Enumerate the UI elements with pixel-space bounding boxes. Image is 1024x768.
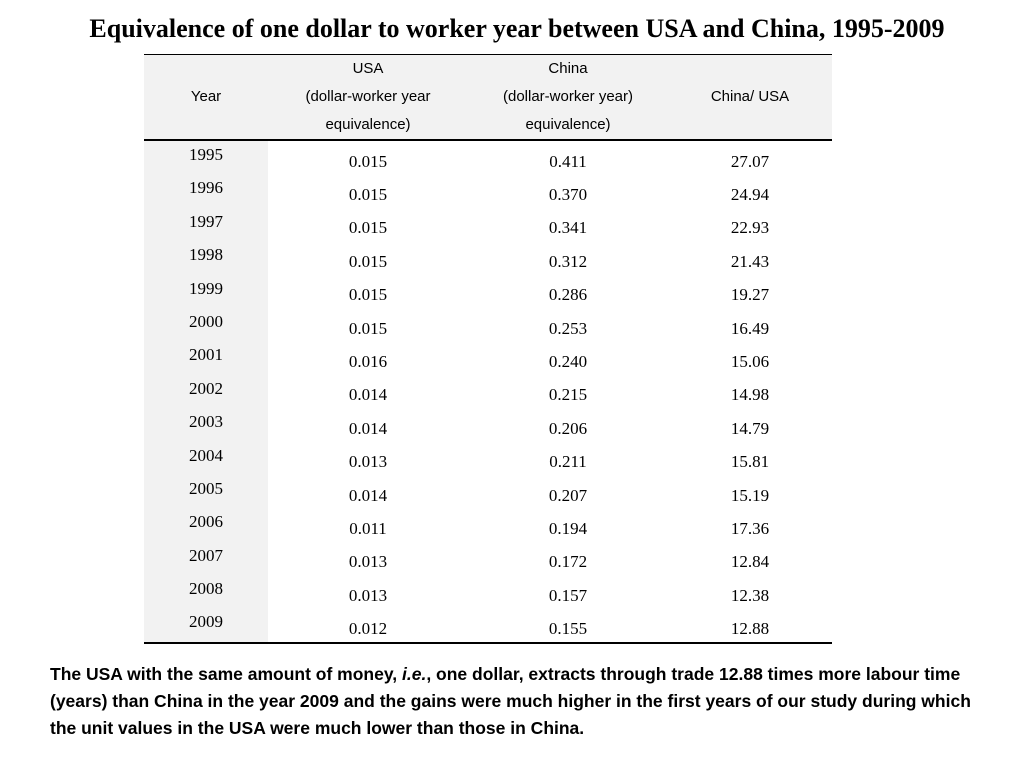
year-cell: 2000: [144, 308, 268, 341]
ratio-value-cell: 14.79: [730, 418, 770, 438]
table-body: [144, 140, 832, 643]
china-value-cell: 0.155: [468, 608, 668, 642]
table-row: [144, 375, 832, 408]
header-usa-line-2: (dollar-worker year: [305, 88, 431, 105]
year-cell: 2005: [144, 475, 268, 508]
year-cell: 2006: [144, 508, 268, 541]
ratio-value-cell: 22.93: [730, 218, 770, 238]
header-usa: [268, 55, 468, 141]
table-row: [144, 241, 832, 274]
usa-value-cell: 0.013: [348, 585, 388, 605]
equivalence-table: [144, 54, 832, 644]
table-row: [144, 475, 832, 508]
table-row: [144, 275, 832, 308]
footer-text-before: The USA with the same amount of money,: [50, 664, 402, 684]
header-china-line-3: equivalence): [525, 116, 611, 133]
china-value-cell: 0.206: [548, 418, 588, 438]
ratio-value-cell: 21.43: [730, 251, 770, 271]
usa-value-cell: 0.015: [348, 151, 388, 171]
ratio-value-cell: 17.36: [730, 518, 770, 538]
usa-value-cell: 0.015: [348, 251, 388, 271]
header-china-line-1: China: [548, 60, 588, 77]
header-row: [144, 55, 832, 141]
usa-value-cell: 0.014: [348, 485, 388, 505]
year-cell: 1997: [144, 208, 268, 241]
usa-value-cell: 0.011: [349, 518, 387, 538]
data-table-container: [144, 54, 832, 644]
usa-value-cell: 0.015: [348, 285, 388, 305]
ratio-value-cell: 27.07: [730, 151, 770, 171]
header-china: [468, 55, 668, 141]
year-cell: 2001: [144, 341, 268, 374]
china-value-cell: 0.157: [548, 585, 588, 605]
year-cell: 1996: [144, 174, 268, 207]
year-cell: 1995: [144, 140, 268, 174]
table-row: [144, 208, 832, 241]
footer-text-italic: i.e.: [401, 664, 427, 684]
table-row: [144, 442, 832, 475]
table-row: [144, 542, 832, 575]
ratio-value-cell: 24.94: [730, 185, 770, 205]
ratio-value-cell: 12.88: [668, 608, 832, 642]
ratio-value-cell: 19.27: [730, 285, 770, 305]
ratio-value-cell: 16.49: [730, 318, 770, 338]
usa-value-cell: 0.014: [348, 385, 388, 405]
header-china-line-2: (dollar-worker year): [502, 88, 634, 105]
page-title: Equivalence of one dollar to worker year between USA and China, 1995-2009: [89, 14, 945, 43]
ratio-value-cell: 14.98: [730, 385, 770, 405]
table-row: [144, 575, 832, 608]
year-cell: 1999: [144, 275, 268, 308]
usa-value-cell: 0.015: [348, 218, 388, 238]
year-cell: 2004: [144, 442, 268, 475]
year-cell: 2003: [144, 408, 268, 441]
china-value-cell: 0.207: [548, 485, 588, 505]
header-usa-line-1: USA: [352, 60, 384, 77]
ratio-value-cell: 15.81: [730, 452, 770, 472]
ratio-value-cell: 12.84: [730, 552, 770, 572]
header-year: Year: [144, 55, 268, 141]
china-value-cell: 0.312: [548, 251, 588, 271]
china-value-cell: 0.215: [548, 385, 588, 405]
year-cell: 2007: [144, 542, 268, 575]
usa-value-cell: 0.013: [348, 452, 388, 472]
usa-value-cell: 0.016: [348, 352, 388, 372]
footer-note: [50, 661, 1000, 742]
china-value-cell: 0.194: [548, 518, 588, 538]
table-row: [144, 308, 832, 341]
header-usa-line-3: equivalence): [325, 116, 411, 133]
footer-text-after: , one dollar, extracts through trade 12.88 times more labour time (years) than China in the year 2009 and the gains were much higher in the first years of our study during which the unit values in the USA were much lower than those in China.: [50, 664, 971, 738]
china-value-cell: 0.253: [548, 318, 588, 338]
china-value-cell: 0.240: [548, 352, 588, 372]
usa-value-cell: 0.014: [348, 418, 388, 438]
table-row: [144, 608, 832, 642]
china-value-cell: 0.172: [548, 552, 588, 572]
china-value-cell: 0.211: [549, 452, 587, 472]
table-row: [144, 341, 832, 374]
usa-value-cell: 0.013: [348, 552, 388, 572]
table-row: [144, 408, 832, 441]
usa-value-cell: 0.015: [348, 318, 388, 338]
china-value-cell: 0.411: [549, 151, 587, 171]
table-header: [144, 55, 832, 141]
table-row: [144, 508, 832, 541]
year-cell: 2002: [144, 375, 268, 408]
ratio-value-cell: 15.06: [730, 352, 770, 372]
year-cell: 2009: [144, 608, 268, 642]
usa-value-cell: 0.012: [268, 608, 468, 642]
table-row: [144, 140, 832, 174]
usa-value-cell: 0.015: [348, 185, 388, 205]
header-china-usa-ratio: China/ USA: [668, 55, 832, 141]
year-cell: 1998: [144, 241, 268, 274]
china-value-cell: 0.341: [548, 218, 588, 238]
china-value-cell: 0.370: [548, 185, 588, 205]
china-value-cell: 0.286: [548, 285, 588, 305]
year-cell: 2008: [144, 575, 268, 608]
table-row: [144, 174, 832, 207]
ratio-value-cell: 12.38: [730, 585, 770, 605]
ratio-value-cell: 15.19: [730, 485, 770, 505]
